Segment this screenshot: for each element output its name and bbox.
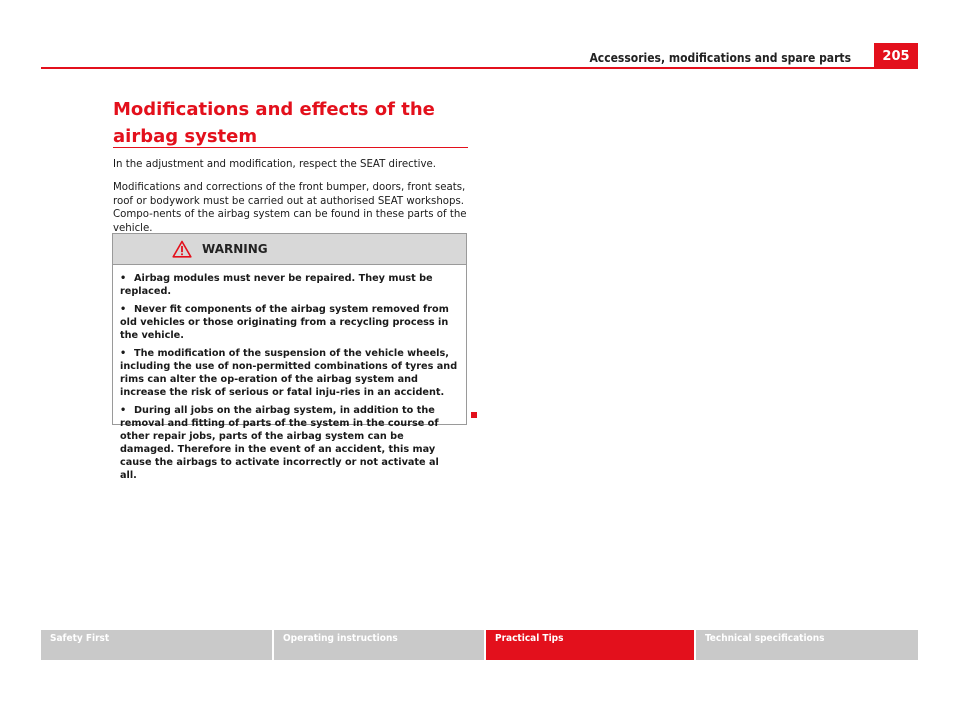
warning-item: • The modification of the suspension of the vehicle wheels, including the use of non-permitted combinations of tyres and rims can alter the op-eration of the airbag system and increase the risk of serious or fatal inju-ries in an accident.	[120, 348, 458, 398]
tab-operating-instructions[interactable]: Operating instructions	[272, 630, 484, 660]
warning-triangle-icon	[172, 240, 192, 258]
body-paragraph: Modifications and corrections of the front bumper, doors, front seats, roof or bodywork must be carried out at authorised SEAT workshops. Compo-nents of the airbag system can be found in these parts of the vehicle.	[113, 182, 467, 234]
page-number: 205	[874, 43, 918, 68]
title-divider	[113, 147, 468, 148]
tab-safety-first[interactable]: Safety First	[41, 630, 272, 660]
warning-header	[113, 234, 466, 265]
section-title: Modifications and effects of the airbag system	[113, 99, 435, 147]
header-divider	[41, 67, 918, 69]
footer-nav	[41, 630, 918, 660]
warning-label: WARNING	[202, 242, 268, 256]
warning-item: • Never fit components of the airbag system removed from old vehicles or those originating from a recycling process in the vehicle.	[120, 304, 449, 341]
end-of-section-marker	[471, 412, 477, 418]
warning-box	[112, 233, 467, 481]
warning-list	[113, 265, 466, 482]
warning-item: • Airbag modules must never be repaired. They must be replaced.	[120, 273, 433, 297]
warning-item: • During all jobs on the airbag system, in addition to the removal and fitting of parts of the system in the course of other repair jobs, parts of the airbag system can be damaged. Therefore in the event of an accident, this may cause the airbags to activate incorrectly or not activate al all.	[120, 405, 439, 481]
tab-technical-specifications[interactable]: Technical specifications	[694, 630, 918, 660]
running-header-title: Accessories, modifications and spare parts	[589, 51, 851, 65]
tab-practical-tips[interactable]: Practical Tips	[484, 630, 694, 660]
intro-paragraph: In the adjustment and modification, respect the SEAT directive.	[113, 159, 437, 170]
